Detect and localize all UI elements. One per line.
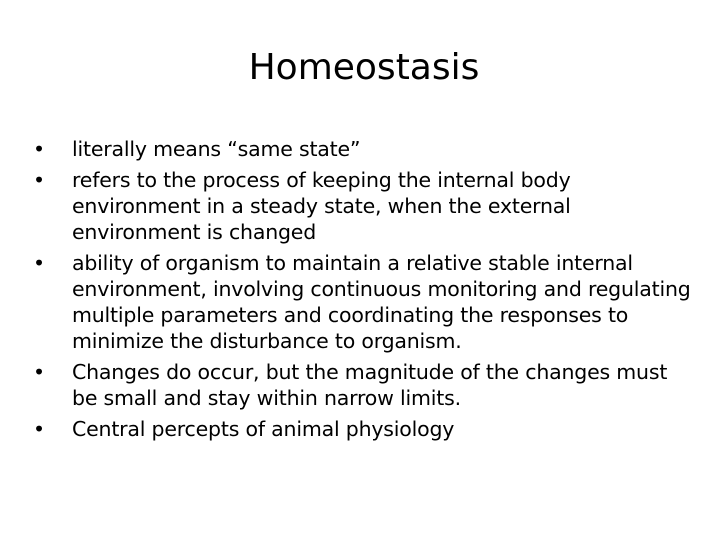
bullet-item — [0, 359, 692, 411]
bullet-item — [0, 136, 692, 162]
bullet-icon: • — [33, 417, 45, 441]
bullet-icon: • — [33, 360, 45, 384]
bullet-list — [0, 136, 728, 447]
bullet-item — [0, 167, 692, 245]
bullet-text: refers to the process of keeping the internal body environment in a steady state, when the external environment is changed — [72, 168, 571, 244]
bullet-icon: • — [33, 251, 45, 275]
slide-title: Homeostasis — [248, 47, 480, 88]
bullet-icon: • — [33, 137, 45, 161]
bullet-text: Central percepts of animal physiology — [72, 417, 455, 441]
bullet-icon: • — [33, 168, 45, 192]
bullet-text: Changes do occur, but the magnitude of the changes must be small and stay within narrow limits. — [72, 360, 668, 410]
bullet-text: literally means “same state” — [72, 137, 361, 161]
bullet-text: ability of organism to maintain a relative stable internal environment, involving continuous monitoring and regulating multiple parameters and coordinating the responses to minimize the disturbance to organism. — [72, 251, 691, 353]
bullet-item — [0, 416, 692, 442]
bullet-item — [0, 250, 692, 354]
